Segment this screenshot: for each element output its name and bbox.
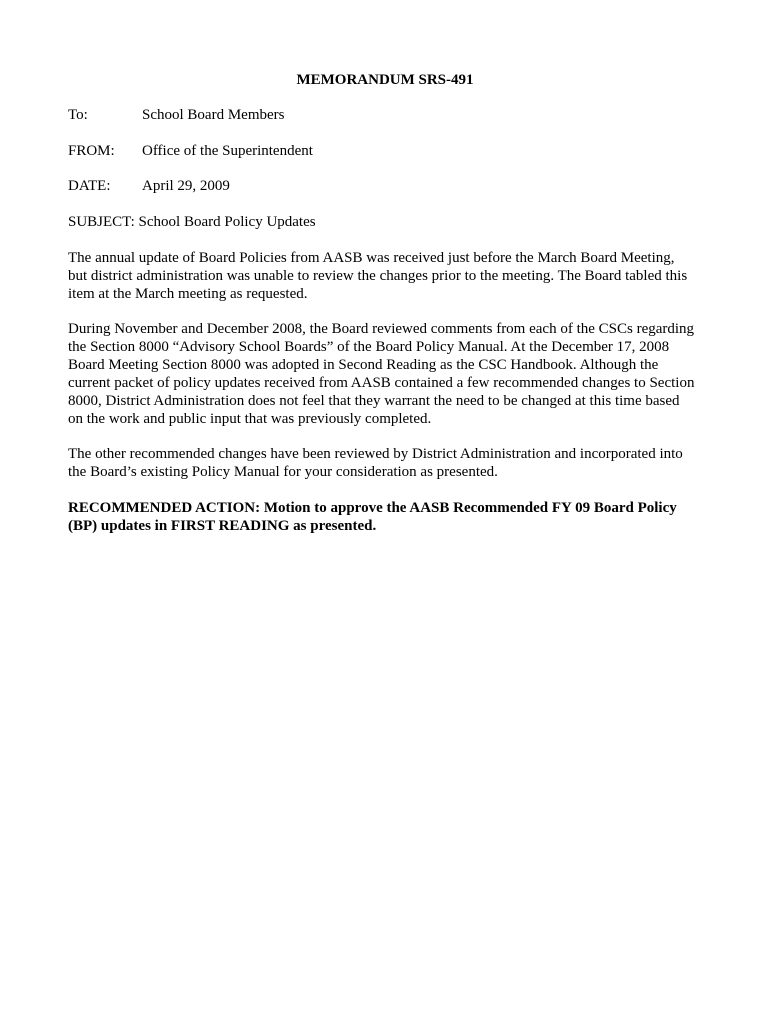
to-value: School Board Members: [142, 107, 285, 123]
from-row: [68, 142, 708, 160]
from-value: Office of the Superintendent: [142, 143, 313, 159]
paragraph-line: Board Meeting Section 8000 was adopted in Second Reading as the CSC Handbook. Although the: [68, 357, 659, 373]
paragraph-annual-update: [68, 249, 708, 303]
from-label: FROM:: [68, 143, 115, 159]
date-value: April 29, 2009: [142, 178, 230, 194]
subject-value: School Board Policy Updates: [138, 214, 316, 230]
paragraph-line: The annual update of Board Policies from AASB was received just before the March Board Meeting,: [68, 250, 675, 266]
paragraph-line: 8000, District Administration does not feel that they warrant the need to be changed at this time based: [68, 393, 680, 409]
paragraph-line: During November and December 2008, the Board reviewed comments from each of the CSCs regarding: [68, 321, 695, 337]
recommended-action: [68, 499, 708, 535]
paragraph-other-changes: [68, 445, 708, 481]
paragraph-line: the Section 8000 “Advisory School Boards” of the Board Policy Manual. At the December 17, 2008: [68, 339, 670, 355]
recommended-action-line: (BP) updates in FIRST READING as presented.: [68, 518, 377, 534]
date-row: [68, 177, 708, 195]
to-row: [68, 106, 708, 124]
paragraph-line: current packet of policy updates received from AASB contained a few recommended changes to Section: [68, 375, 695, 391]
subject-label: SUBJECT:: [68, 214, 135, 230]
memo-title: MEMORANDUM SRS-491: [296, 72, 474, 88]
subject-row: [68, 213, 316, 231]
date-label: DATE:: [68, 178, 111, 194]
paragraph-line: item at the March meeting as requested.: [68, 286, 308, 302]
paragraph-section-8000: [68, 320, 708, 428]
paragraph-line: on the work and public input that was previously completed.: [68, 411, 432, 427]
paragraph-line: The other recommended changes have been reviewed by District Administration and incorporated into: [68, 446, 683, 462]
recommended-action-line: RECOMMENDED ACTION: Motion to approve the AASB Recommended FY 09 Board Policy: [68, 500, 677, 516]
paragraph-line: the Board’s existing Policy Manual for your consideration as presented.: [68, 464, 498, 480]
paragraph-line: but district administration was unable to review the changes prior to the meeting. The Board tabled this: [68, 268, 688, 284]
to-label: To:: [68, 107, 88, 123]
